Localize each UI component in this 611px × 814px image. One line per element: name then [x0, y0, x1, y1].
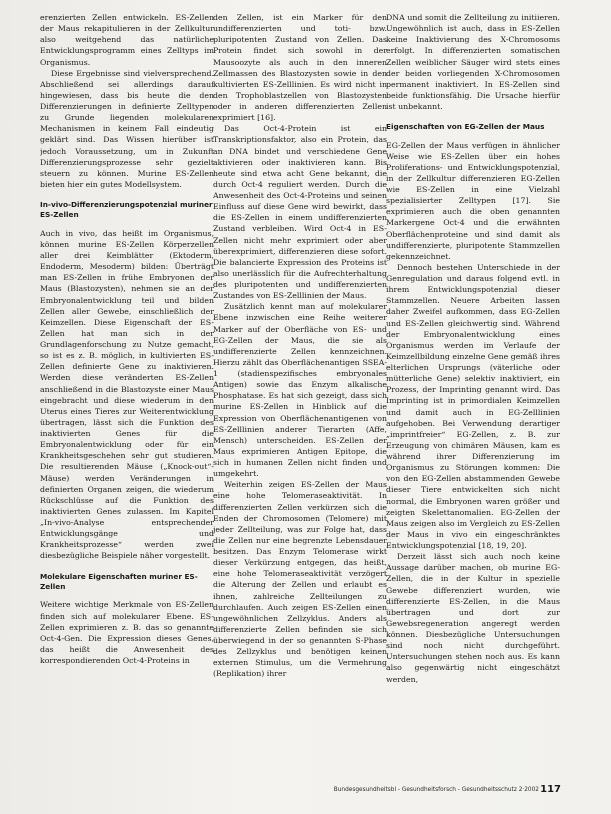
- page-footer: [0, 784, 611, 800]
- text-column-middle: [213, 12, 387, 777]
- paragraph: Zusätzlich kennt man auf molekularer Ebene inzwischen eine Reihe weiterer Marker auf der Oberfläche von ES- und EG-Zellen der Maus, die sie als undifferenzierte Zellen kennzeichnen. Hierzu zählt das Oberflächenantigen SSEA-1 (stadienspezifisches embryonales Antigen) sowie das Enzym alkalische Phosphatase. Es hat sich gezeigt, dass sich murine ES-Zellen in Hinblick auf die Expression von Oberflächenantigenen von ES-Zelllinien anderer Tierarten (Affe, Mensch) unterscheiden. ES-Zellen der Maus exprimieren Antigen Epitope, die sich in humanen Zellen nicht finden und umgekehrt.: [213, 302, 387, 479]
- paragraph: EG-Zellen der Maus verfügen in ähnlicher Weise wie ES-Zellen über ein hohes Proliferations- und Entwicklungspotenzial, in der Zellkultur differenzieren EG-Zellen wie ES-Zellen in eine Vielzahl spezialisierter Zelltypen [17]. Sie exprimieren auch die oben genannten Markergene Oct-4 und die erwähnten Oberflächenproteine und sind damit als undifferenzierte, pluripotente Stammzellen gekennzeichnet.: [386, 140, 560, 261]
- paragraph: Derzeit lässt sich auch noch keine Aussage darüber machen, ob murine EG-Zellen, die in der Kultur in spezielle Gewebe differenziert wurden, wie differenzierte ES-Zellen, in die Maus übertragen und dort zur Gewebsregeneration angeregt werden können. Diesbezügliche Untersuchungen sind noch nicht durchgeführt. Untersuchungen stehen noch aus. Es kann also gegenwärtig nicht eingeschätzt werden,: [386, 552, 560, 684]
- paragraph: erenzierten Zellen entwickeln. ES-Zellen der Maus rekapitulieren in der Zellkultur also weitgehend das natürliche Entwicklungsprogramm eines Zelltyps im Organismus.: [40, 13, 214, 67]
- page-number: 117: [540, 784, 561, 795]
- paragraph: DNA und somit die Zellteilung zu initiieren. Ungewöhnlich ist auch, dass in ES-Zellen keine Inaktivierung des X-Chromosoms erfolgt. In differenzierten somatischen Zellen weiblicher Säuger wird stets eines der beiden vorliegenden X-Chromosomen permanent inaktiviert. In ES-Zellen sind beide funktionsfähig. Die Ursache hierfür ist unbekannt.: [386, 13, 560, 111]
- text-column-left: [40, 12, 214, 777]
- journal-citation: Bundesgesundheitsbl - Gesundheitsforsch - Gesundheitsschutz 2·2002: [333, 787, 539, 793]
- paragraph: Weiterhin zeigen ES-Zellen der Maus eine hohe Telomeraseaktivität. In differenzierten Zellen verkürzen sich die Enden der Chromosomen (Telomere) mit jeder Zellteilung, was zur Folge hat, dass die Zellen nur eine begrenzte Lebensdauer besitzen. Das Enzym Telomerase wirkt dieser Verkürzung entgegen, das heißt, eine hohe Telomeraseaktivität verzögert die Alterung der Zellen und erlaubt es ihnen, zahlreiche Zellteilungen zu durchlaufen. Auch zeigen ES-Zellen einen ungewöhnlichen Zellzyklus. Anders als differenzierte Zellen befinden sie sich überwiegend in der so genannten S-Phase des Zellzyklus und benötigen keinen externen Stimulus, um die Vermehrung (Replikation) ihrer: [213, 480, 387, 679]
- section-heading: Eigenschaften von EG-Zellen der Maus: [386, 122, 545, 132]
- paragraph: Das Oct-4-Protein ist ein Transkriptionsfaktor, also ein Protein, das an DNA bindet und verschiedene Gene aktivieren oder inaktivieren kann. Bis heute sind etwa acht Gene bekannt, die durch Oct-4 reguliert werden. Durch die Anwesenheit des Oct-4-Proteins und seinen Einfluss auf diese Gene wird bewirkt, dass die ES-Zellen in einem undifferenzierten Zustand verbleiben. Wird Oct-4 in ES-Zellen nicht mehr exprimiert oder aber überexprimiert, differenzieren diese sofort. Die balancierte Expression des Proteins ist also unerlässlich für die Aufrechterhaltung des pluripotenten und undifferenzierten Zustandes von ES-Zelllinien der Maus.: [213, 124, 387, 301]
- paragraph: Diese Ergebnisse sind vielversprechend. Abschließend sei allerdings darauf hingewiesen, dass bis heute die den Differenzierungen in definierte Zelltypen zu Grunde liegenden molekularen Mechanismen in keinem Fall eindeutig geklärt sind. Das Wissen hierüber ist jedoch Voraussetzung, um in Zukunft Differenzierungsprozesse sehr gezielt steuern zu können. Murine ES-Zellen bieten hier ein gutes Modellsystem.: [40, 68, 214, 189]
- section-heading: In-vivo-Differenzierungspotenzial muriner ES-Zellen: [40, 200, 213, 220]
- paragraph: den Zellen, ist ein Marker für den undifferenzierten und toti- bzw. pluripotenten Zustand von Zellen. Das Protein findet sich sowohl in der Mausoozyte als auch in den inneren Zellmassen des Blastozysten sowie in den kultivierten ES-Zelllinien. Es wird nicht in den Trophoblastzellen von Blastozysten oder in anderen differenzierten Zellen exprimiert [16].: [213, 13, 387, 123]
- text-column-right: [386, 12, 560, 777]
- section-heading: Molekulare Eigenschaften muriner ES-Zellen: [40, 571, 198, 591]
- paragraph: Auch in vivo, das heißt im Organismus, können murine ES-Zellen Körperzellen aller drei Keimblätter (Ektoderm, Endoderm, Mesoderm) bilden: Überträgt man ES-Zellen in frühe Embryonen der Maus (Blastozysten), nehmen sie an der Embryonalentwicklung teil und bilden Zellen aller Gewebe, einschließlich der Keimzellen. Diese Eigenschaft der ES-Zellen hat man sich in der Grundlagenforschung zu Nutze gemacht, so ist es z. B. möglich, in kultivierten ES-Zellen definierte Gene zu inaktivieren. Werden diese veränderten ES-Zellen anschließend in die Blastozyste einer Maus eingebracht und diese wiederum in den Uterus eines Tieres zur Weiterentwicklung übertragen, lässt sich die Funktion des inaktivierten Genes für die Embryonalentwicklung oder für ein Krankheitsgeschehen sehr gut studieren. Die resultierenden Mäuse („Knock-out“-Mäuse) werden Veränderungen in definierten Organen zeigen, die wiederum Rückschlüsse auf die Funktion des inaktivierten Genes zulassen. Im Kapitel „In-vivo-Analyse entsprechender Entwicklungsgänge und Krankheitsprozesse“ werden zwei diesbezügliche Beispiele näher vorgestellt.: [40, 228, 214, 561]
- paragraph: Dennoch bestehen Unterschiede in der Genregulation und daraus folgend evtl. in ihrem Entwicklungspotenzial dieser Stammzellen. Neuere Arbeiten lassen daher Zweifel aufkommen, dass EG-Zellen und ES-Zellen gleichwertig sind. Während der Embryonalentwicklung eines Organismus werden im Verlaufe der Keimzellbildung einzelne Gene gemäß ihres elterlichen Ursprungs (väterliche oder mütterliche Gene) selektiv inaktiviert, ein Prozess, der Imprinting genannt wird. Das Imprinting ist in primordialen Keimzellen und damit auch in EG-Zelllinien aufgehoben. Bei Verwendung derartiger „imprintfreier“ EG-Zellen, z. B. zur Erzeugung von chimären Mäusen, kam es während ihrer Differenzierung im Organismus zu Störungen kommen: Die von den EG-Zellen abstammenden Gewebe dieser Tiere entwickelten sich nicht normal, die Embryonen waren größer und zeigten Skelettanomalien. EG-Zellen der Maus zeigen also im Vergleich zu ES-Zellen der Maus in vivo ein eingeschränktes Entwicklungspotenzial [18, 19, 20].: [386, 262, 560, 551]
- paragraph: Weitere wichtige Merkmale von ES-Zellen finden sich auf molekularer Ebene. ES-Zellen exprimieren z. B. das so genannte Oct-4-Gen. Die Expression dieses Genes, das heißt die Anwesenheit des korrespondierenden Oct-4-Proteins in: [40, 600, 214, 665]
